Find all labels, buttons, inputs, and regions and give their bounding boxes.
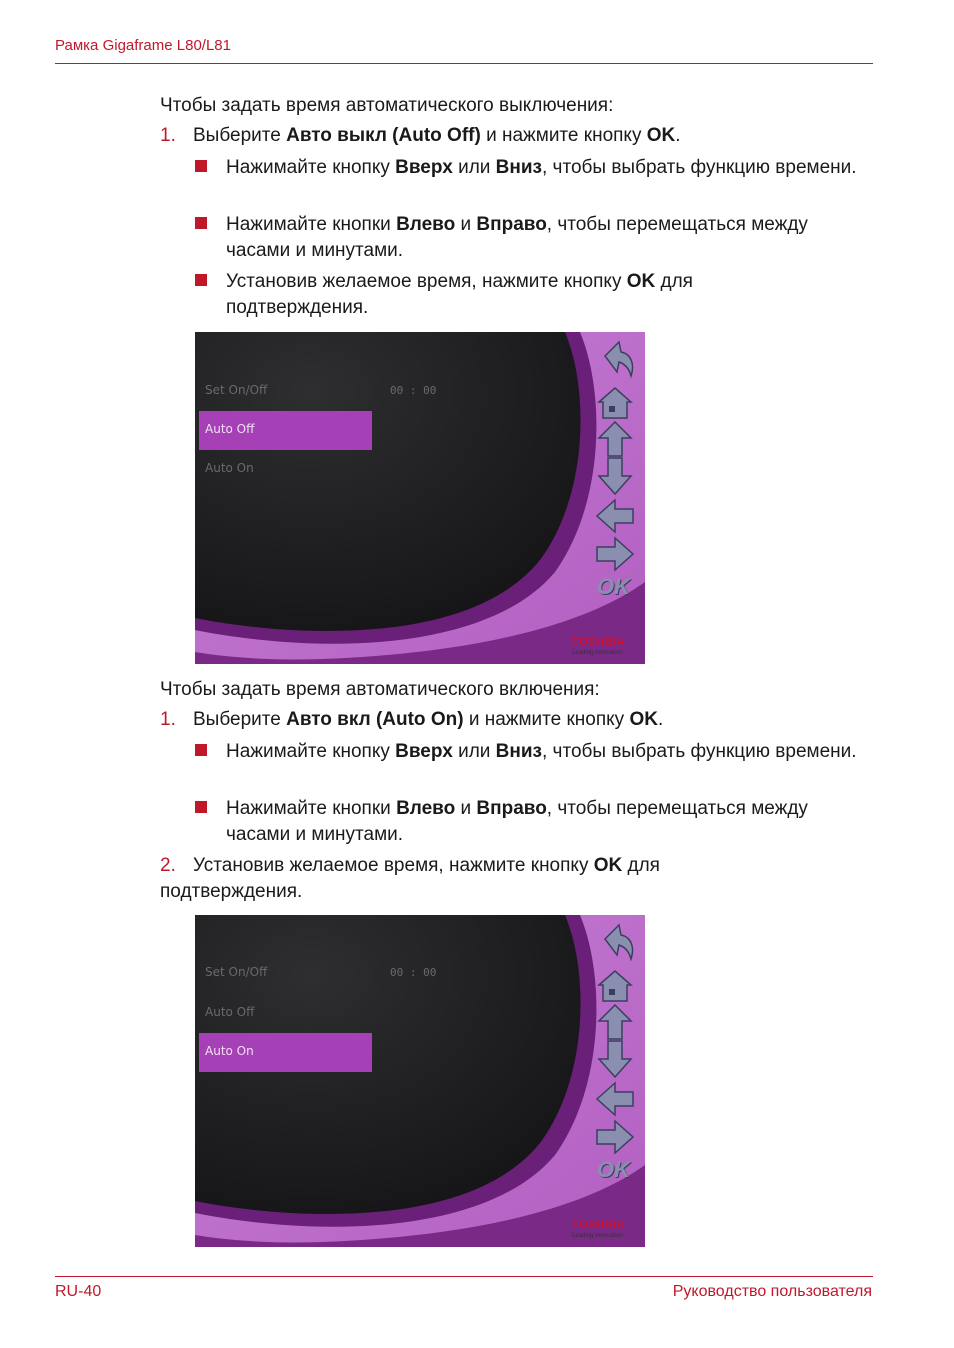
menu-item-auto-on[interactable]: Auto On xyxy=(205,461,254,475)
down-arrow-icon[interactable] xyxy=(599,458,631,494)
step-number: 1. xyxy=(160,709,176,730)
device-screenshot-auto-on xyxy=(195,915,645,1247)
section2-intro: Чтобы задать время автоматического включения: xyxy=(160,679,600,700)
up-arrow-icon[interactable] xyxy=(599,1005,631,1039)
section2-step1: 1. Выберите Авто вкл (Auto On) и нажмите кнопку OK. xyxy=(160,707,663,733)
right-arrow-icon[interactable] xyxy=(597,1121,633,1153)
footer-title: Руководство пользователя xyxy=(672,1283,872,1300)
menu-item-auto-off[interactable]: Auto Off xyxy=(205,1005,255,1019)
bullet-marker xyxy=(195,744,207,756)
section1-bullet-3: Установив желаемое время, нажмите кнопку OK для подтверждения. xyxy=(226,271,693,318)
time-display: 00 : 00 xyxy=(390,966,437,979)
section1-intro: Чтобы задать время автоматического выключения: xyxy=(160,95,614,116)
bullet-marker xyxy=(195,801,207,813)
down-arrow-icon[interactable] xyxy=(599,1041,631,1077)
toshiba-logo: TOSHIBA xyxy=(572,1219,625,1231)
back-icon[interactable] xyxy=(605,925,633,959)
menu-item-auto-on[interactable]: Auto On xyxy=(205,1044,254,1058)
toshiba-logo: TOSHIBA xyxy=(572,636,625,648)
section1-bullet-1: Нажимайте кнопку Вверх или Вниз, чтобы выбрать функцию времени. xyxy=(226,157,857,178)
section1-bullet-2: Нажимайте кнопки Влево и Вправо, чтобы перемещаться между часами и минутами. xyxy=(226,214,808,261)
nav-icon-column xyxy=(595,921,637,1161)
brand-tagline: Leading Innovation xyxy=(572,650,623,656)
bullet-marker xyxy=(195,274,207,286)
ok-icon[interactable]: OK xyxy=(597,574,630,599)
screen-background xyxy=(195,332,645,664)
home-icon[interactable] xyxy=(599,388,631,418)
time-display: 00 : 00 xyxy=(390,384,437,397)
section2-bullet-1: Нажимайте кнопку Вверх или Вниз, чтобы выбрать функцию времени. xyxy=(226,741,857,762)
left-arrow-icon[interactable] xyxy=(597,1083,633,1115)
nav-icon-column xyxy=(595,338,637,578)
running-header: Рамка Gigaframe L80/L81 xyxy=(55,37,231,54)
page-number: RU-40 xyxy=(55,1283,102,1300)
step-number: 1. xyxy=(160,125,176,146)
back-icon[interactable] xyxy=(605,342,633,376)
menu-item-set-on-off[interactable]: Set On/Off xyxy=(205,383,268,397)
right-arrow-icon[interactable] xyxy=(597,538,633,570)
header-rule xyxy=(55,63,873,64)
ok-icon[interactable]: OK xyxy=(597,1157,630,1182)
menu-item-set-on-off[interactable]: Set On/Off xyxy=(205,965,268,979)
section1-step1: 1. Выберите Авто выкл (Auto Off) и нажмите кнопку OK. xyxy=(160,123,681,149)
left-arrow-icon[interactable] xyxy=(597,500,633,532)
menu-item-auto-off[interactable]: Auto Off xyxy=(205,422,255,436)
brand-tagline: Leading Innovation xyxy=(572,1233,623,1239)
section2-step2: 2. Установив желаемое время, нажмите кнопку OK для подтверждения. xyxy=(160,855,660,902)
up-arrow-icon[interactable] xyxy=(599,422,631,456)
bullet-marker xyxy=(195,160,207,172)
step-number: 2. xyxy=(160,855,176,876)
home-icon[interactable] xyxy=(599,971,631,1001)
footer-rule xyxy=(55,1276,873,1277)
section2-bullet-2: Нажимайте кнопки Влево и Вправо, чтобы перемещаться между часами и минутами. xyxy=(226,798,808,845)
bullet-marker xyxy=(195,217,207,229)
device-screenshot-auto-off xyxy=(195,332,645,664)
